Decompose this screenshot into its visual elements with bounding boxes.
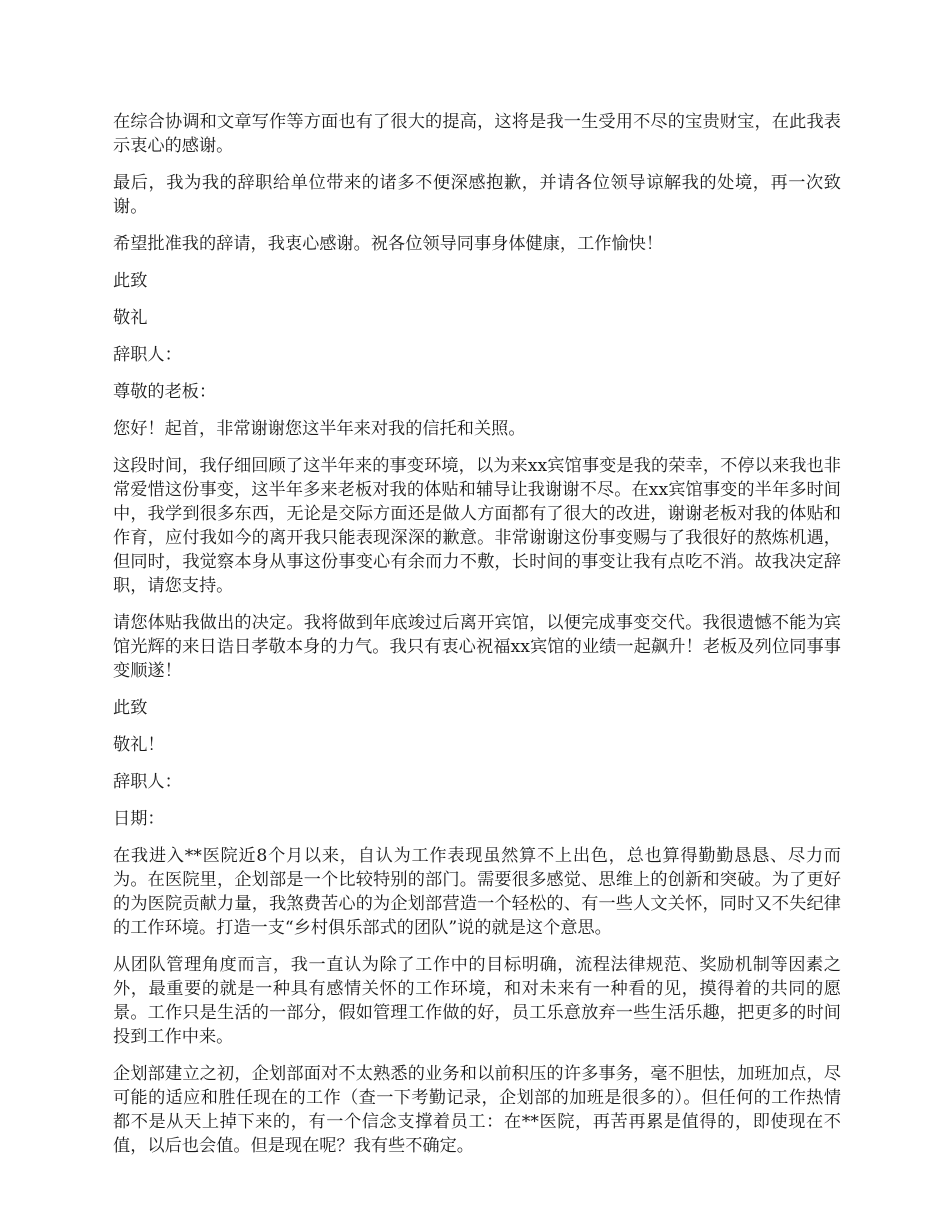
paragraph: 希望批准我的辞请，我衷心感谢。祝各位领导同事身体健康，工作愉快！: [113, 234, 664, 254]
paragraph: 在综合协调和文章写作等方面也有了很大的提高，这将是我一生受用不尽的宝贵财宝，在此我表示衷心的感谢。: [113, 112, 841, 156]
paragraph: 企划部建立之初，企划部面对不太熟悉的业务和以前积压的许多事务，毫不胆怯，加班加点，尽可能的适应和胜任现在的工作（查一下考勤记录，企划部的加班是很多的）。但任何的工作热情都不是从天上掉下来的，有一个信念支撑着员工：在**医院，再苦再累是值得的，即使现在不值，以后也会值。但是现在呢？我有些不确定。: [113, 1064, 841, 1156]
paragraph: 请您体贴我做出的决定。我将做到年底竣过后离开宾馆，以便完成事变交代。我很遗憾不能为宾馆光辉的来日诰日孝敬本身的力气。我只有衷心祝福xx宾馆的业绩一起飙升！老板及列位同事事变顺遂！: [113, 613, 841, 681]
paragraph: 从团队管理角度而言，我一直认为除了工作中的目标明确，流程法律规范、奖励机制等因素之外，最重要的就是一种具有感情关怀的工作环境，和对未来有一种看的见，摸得着的共同的愿景。工作只是生活的一部分，假如管理工作做的好，员工乐意放弃一些生活乐趣，把更多的时间投到工作中来。: [113, 955, 841, 1047]
closing-salute: 敬礼！: [113, 735, 165, 755]
paragraph: 您好！起首，非常谢谢您这半年来对我的信托和关照。: [113, 419, 526, 439]
paragraph: 最后，我为我的辞职给单位带来的诸多不便深感抱歉，并请各位领导谅解我的处境，再一次致谢。: [113, 173, 841, 217]
signature-line: 辞职人：: [113, 772, 182, 792]
paragraph: 在我进入**医院近8个月以来，自认为工作表现虽然算不上出色，总也算得勤勤恳恳、尽力而为。在医院里，企划部是一个比较特别的部门。需要很多感觉、思维上的创新和突破。为了更好的为医院贡献力量，我煞费苦心的为企划部营造一个轻松的、有一些人文关怀，同时又不失纪律的工作环境。打造一支“乡村俱乐部式的团队”说的就是这个意思。: [113, 846, 841, 938]
closing-line: 此致: [113, 271, 148, 291]
signature-line: 辞职人：: [113, 345, 182, 365]
closing-line: 此致: [113, 698, 148, 718]
salutation: 尊敬的老板：: [113, 382, 217, 402]
document-body: [113, 110, 841, 1171]
closing-salute: 敬礼: [113, 308, 148, 328]
date-line: 日期：: [113, 809, 165, 829]
paragraph: 这段时间，我仔细回顾了这半年来的事变环境，以为来xx宾馆事变是我的荣幸，不停以来我也非常爱惜这份事变，这半年多来老板对我的体贴和辅导让我谢谢不尽。在xx宾馆事变的半年多时间中，我学到很多东西，无论是交际方面还是做人方面都有了很大的改进，谢谢老板对我的体贴和作育，应付我如今的离开我只能表现深深的歉意。非常谢谢这份事变赐与了我很好的熬炼机遇，但同时，我觉察本身从事这份事变心有余而力不敷，长时间的事变让我有点吃不消。故我决定辞职，请您支持。: [113, 456, 841, 596]
